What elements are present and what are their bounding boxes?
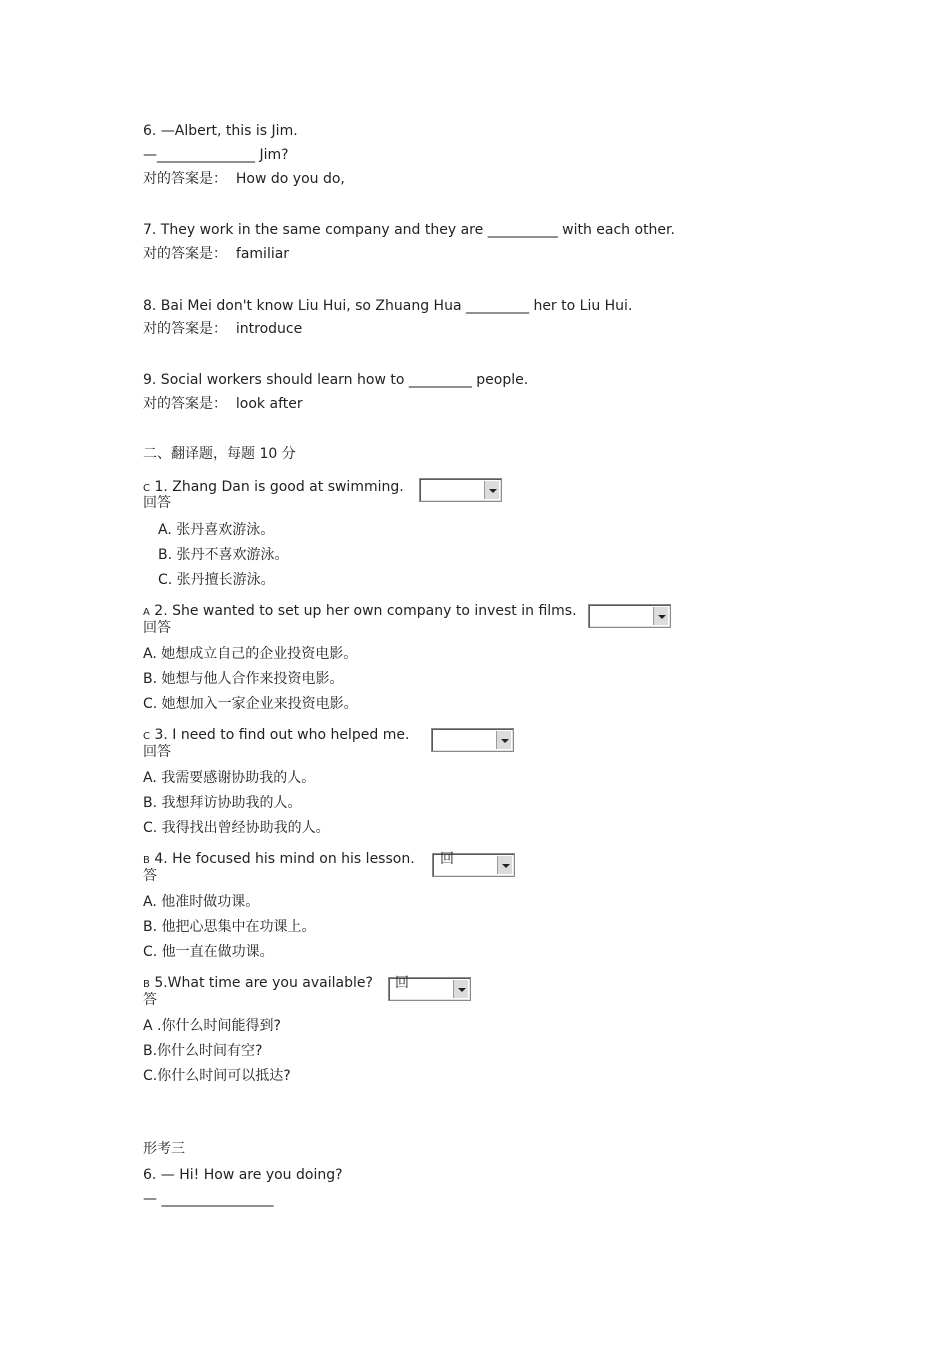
question-text: 4. He focused his mind on his lesson. <box>154 851 415 867</box>
section3-q6-response: — ________________ <box>143 1191 274 1207</box>
answer-text: How do you do, <box>235 171 345 187</box>
answer-key: A <box>143 607 150 618</box>
t5-option-c: C.你什么时间可以抵达? <box>143 1068 291 1084</box>
t2-question <box>143 603 577 621</box>
chevron-down-icon[interactable] <box>496 731 511 749</box>
answer-key: C <box>143 483 150 494</box>
t5-question <box>143 975 373 993</box>
t5-option-b: B.你什么时间有空? <box>143 1043 263 1059</box>
answer-key: C <box>143 731 150 742</box>
t2-answer-label: 回答 <box>143 620 171 636</box>
question-text: 3. I need to find out who helped me. <box>154 727 410 743</box>
answer-text: familiar <box>235 246 290 262</box>
t4-answer-label-a: 回 <box>440 851 454 867</box>
answer-label: 对的答案是： <box>143 321 227 337</box>
t3-question <box>143 727 409 745</box>
chevron-down-icon[interactable] <box>484 481 499 499</box>
answer-label: 对的答案是： <box>143 171 227 187</box>
answer-label: 对的答案是： <box>143 246 227 262</box>
question-text: 1. Zhang Dan is good at swimming. <box>154 479 404 495</box>
t4-answer-label-b: 答 <box>143 868 157 884</box>
section3-q6-prompt: 6. — Hi! How are you doing? <box>143 1167 343 1183</box>
t5-option-a: A .你什么时间能得到? <box>143 1018 281 1034</box>
t3-answer-select[interactable] <box>431 728 514 752</box>
t3-answer-label: 回答 <box>143 744 171 760</box>
q8-answer <box>143 320 302 338</box>
t1-answer-label: 回答 <box>143 495 171 511</box>
t2-option-b: B. 她想与他人合作来投资电影。 <box>143 671 344 687</box>
t3-option-b: B. 我想拜访协助我的人。 <box>143 795 302 811</box>
q6-answer <box>143 170 345 188</box>
chevron-down-icon[interactable] <box>453 980 468 998</box>
t2-option-c: C. 她想加入一家企业来投资电影。 <box>143 696 358 712</box>
q9-answer <box>143 395 303 413</box>
chevron-down-icon[interactable] <box>653 607 668 625</box>
t5-answer-label-a: 回 <box>395 975 409 991</box>
t2-option-a: A. 她想成立自己的企业投资电影。 <box>143 646 358 662</box>
t4-option-a: A. 他准时做功课。 <box>143 894 260 910</box>
q7-prompt: 7. They work in the same company and they are __________ with each other. <box>143 222 675 238</box>
t3-option-c: C. 我得找出曾经协助我的人。 <box>143 820 330 836</box>
t4-question <box>143 851 415 869</box>
t4-option-b: B. 他把心思集中在功课上。 <box>143 919 316 935</box>
q8-prompt: 8. Bai Mei don't know Liu Hui, so Zhuang Hua _________ her to Liu Hui. <box>143 298 633 314</box>
section2-title: 二、翻译题，每题 10 分 <box>143 446 296 462</box>
answer-key: B <box>143 855 150 866</box>
t1-option-a: A. 张丹喜欢游泳。 <box>158 522 275 538</box>
t4-option-c: C. 他一直在做功课。 <box>143 944 274 960</box>
q7-answer <box>143 245 289 263</box>
question-text: 5.What time are you available? <box>154 975 373 991</box>
chevron-down-icon[interactable] <box>497 856 512 874</box>
answer-text: introduce <box>235 321 303 337</box>
answer-text: look after <box>235 396 303 412</box>
t1-question <box>143 479 404 497</box>
t1-option-c: C. 张丹擅长游泳。 <box>158 572 275 588</box>
q6-prompt: 6. —Albert, this is Jim. <box>143 123 298 139</box>
t3-option-a: A. 我需要感谢协助我的人。 <box>143 770 316 786</box>
t2-answer-select[interactable] <box>588 604 671 628</box>
q6-response: —______________ Jim? <box>143 147 289 163</box>
t1-option-b: B. 张丹不喜欢游泳。 <box>158 547 289 563</box>
answer-label: 对的答案是： <box>143 396 227 412</box>
answer-key: B <box>143 979 150 990</box>
t5-answer-label-b: 答 <box>143 992 157 1008</box>
question-text: 2. She wanted to set up her own company to invest in films. <box>154 603 577 619</box>
q9-prompt: 9. Social workers should learn how to _________ people. <box>143 372 529 388</box>
t1-answer-select[interactable] <box>419 478 502 502</box>
section3-title: 形考三 <box>143 1141 185 1157</box>
